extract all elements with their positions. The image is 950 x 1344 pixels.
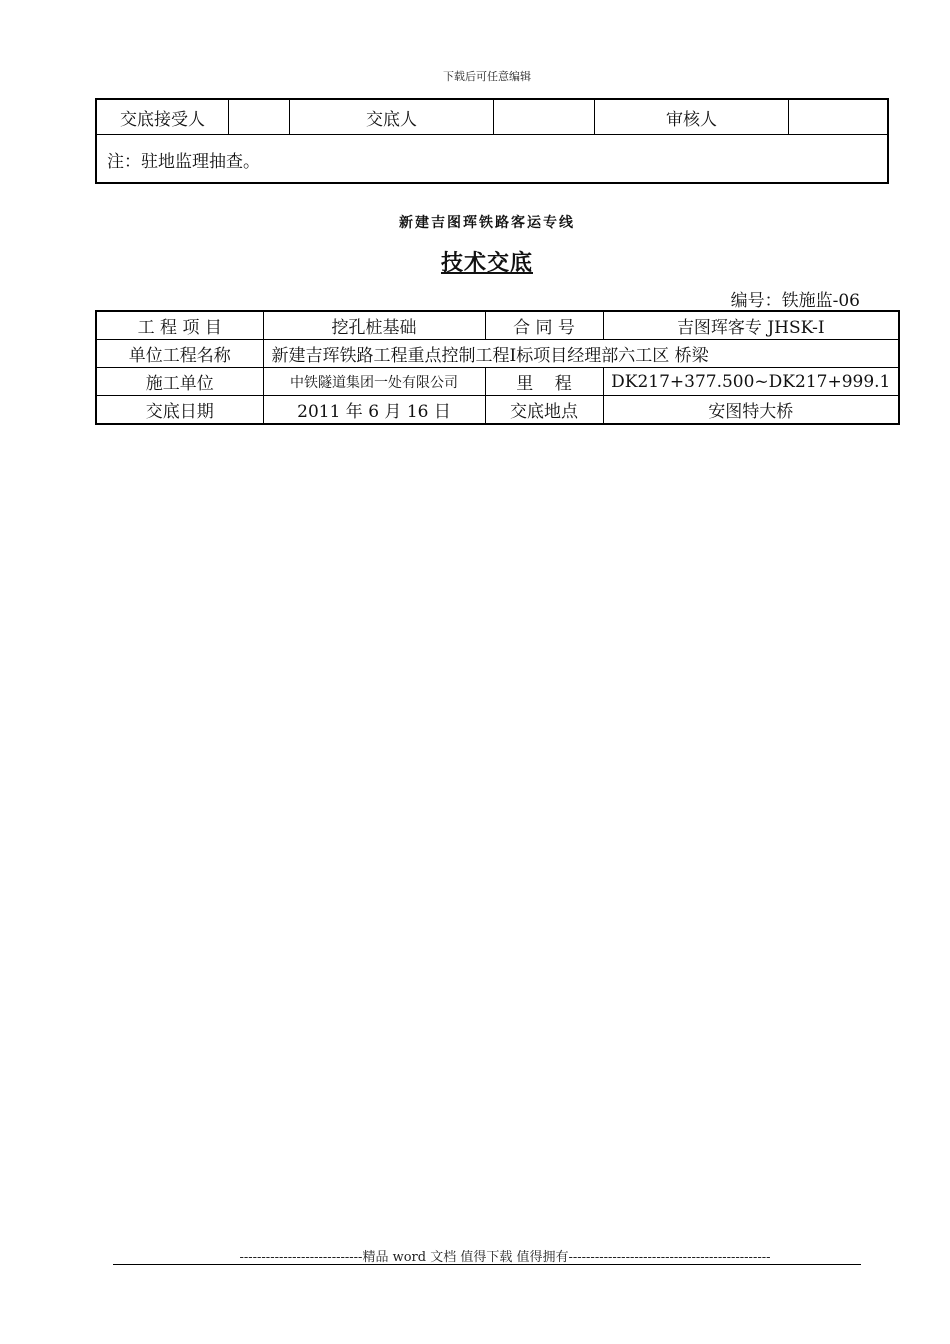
- place-value: 安图特大桥: [603, 396, 899, 425]
- doc-number: 编号：铁施监-06: [730, 291, 860, 311]
- mileage-label: 里 程: [485, 368, 603, 396]
- signoff-table: [95, 98, 889, 184]
- reviewer-value: [789, 100, 887, 134]
- footer-divider: [113, 1264, 861, 1265]
- contract-label: 合 同 号: [485, 311, 603, 340]
- doc-subtitle: 新建吉图珲铁路客运专线: [399, 215, 575, 231]
- signoff-note: 注：驻地监理抽查。: [107, 152, 260, 172]
- project-value: 挖孔桩基础: [263, 311, 485, 340]
- date-label: 交底日期: [96, 396, 263, 425]
- mileage-value: DK217+377.500~DK217+999.1: [603, 368, 899, 396]
- project-label: 工 程 项 目: [96, 311, 263, 340]
- unit-name-label: 单位工程名称: [96, 340, 263, 368]
- place-label: 交底地点: [485, 396, 603, 425]
- presenter-value: [494, 100, 595, 134]
- table-row: [96, 340, 899, 368]
- doc-title: 技术交底: [440, 251, 533, 276]
- receiver-value: [229, 100, 290, 134]
- receiver-label: 交底接受人: [97, 100, 229, 134]
- signoff-row: [97, 100, 887, 135]
- header-note: 下载后可任意编辑: [443, 70, 531, 83]
- info-table: [95, 310, 900, 425]
- table-row: [96, 368, 899, 396]
- date-value: 2011 年 6 月 16 日: [263, 396, 485, 425]
- table-row: [96, 311, 899, 340]
- reviewer-label: 审核人: [595, 100, 789, 134]
- presenter-label: 交底人: [290, 100, 494, 134]
- contract-value: 吉图珲客专 JHSK-Ⅰ: [603, 311, 899, 340]
- unit-name-value: 新建吉珲铁路工程重点控制工程Ⅰ标项目经理部六工区 桥梁: [263, 340, 899, 368]
- table-row: [96, 396, 899, 425]
- builder-label: 施工单位: [96, 368, 263, 396]
- builder-value: 中铁隧道集团一处有限公司: [263, 368, 485, 396]
- footer-text: ----------------------------精品 word 文档 值得下载 值得拥有----------------------------------------------: [239, 1250, 771, 1265]
